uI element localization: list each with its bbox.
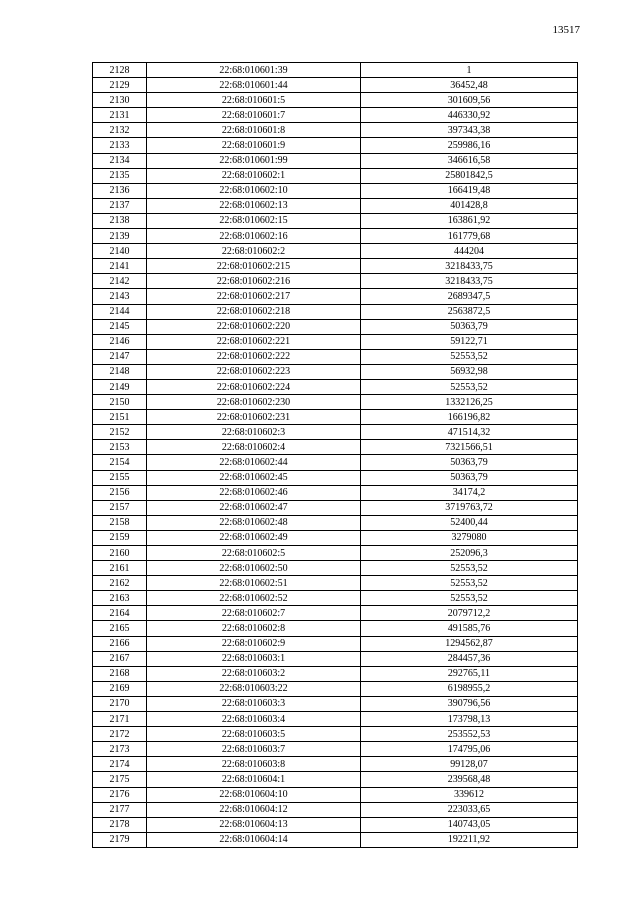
- table-row: [93, 213, 578, 228]
- cadastral-number-cell: 22:68:010602:231: [147, 410, 361, 425]
- row-number-cell: 2146: [93, 334, 147, 349]
- value-cell: 1: [361, 63, 578, 78]
- cadastral-number-cell: 22:68:010602:10: [147, 183, 361, 198]
- table-row: [93, 712, 578, 727]
- table-row: [93, 108, 578, 123]
- table-row: [93, 123, 578, 138]
- row-number-cell: 2163: [93, 591, 147, 606]
- table-row: [93, 606, 578, 621]
- table-row: [93, 244, 578, 259]
- value-cell: 163861,92: [361, 213, 578, 228]
- value-cell: 2563872,5: [361, 304, 578, 319]
- cadastral-number-cell: 22:68:010602:5: [147, 546, 361, 561]
- cadastral-number-cell: 22:68:010603:2: [147, 666, 361, 681]
- value-cell: 34174,2: [361, 485, 578, 500]
- table-row: [93, 274, 578, 289]
- cadastral-value-table: [92, 62, 578, 848]
- table-row: [93, 576, 578, 591]
- cadastral-number-cell: 22:68:010604:12: [147, 802, 361, 817]
- table-body: [93, 63, 578, 848]
- table-row: [93, 138, 578, 153]
- row-number-cell: 2150: [93, 395, 147, 410]
- table-row: [93, 515, 578, 530]
- value-cell: 491585,76: [361, 621, 578, 636]
- table-row: [93, 772, 578, 787]
- value-cell: 192211,92: [361, 832, 578, 847]
- table-row: [93, 334, 578, 349]
- row-number-cell: 2172: [93, 727, 147, 742]
- value-cell: 166419,48: [361, 183, 578, 198]
- table-row: [93, 455, 578, 470]
- table-row: [93, 153, 578, 168]
- table-row: [93, 832, 578, 847]
- table-row: [93, 530, 578, 545]
- cadastral-number-cell: 22:68:010602:2: [147, 244, 361, 259]
- table-row: [93, 636, 578, 651]
- row-number-cell: 2148: [93, 364, 147, 379]
- row-number-cell: 2154: [93, 455, 147, 470]
- value-cell: 50363,79: [361, 470, 578, 485]
- value-cell: 59122,71: [361, 334, 578, 349]
- cadastral-number-cell: 22:68:010602:15: [147, 213, 361, 228]
- row-number-cell: 2151: [93, 410, 147, 425]
- table-row: [93, 78, 578, 93]
- cadastral-number-cell: 22:68:010602:216: [147, 274, 361, 289]
- row-number-cell: 2159: [93, 530, 147, 545]
- cadastral-number-cell: 22:68:010602:1: [147, 168, 361, 183]
- cadastral-number-cell: 22:68:010602:220: [147, 319, 361, 334]
- cadastral-number-cell: 22:68:010601:7: [147, 108, 361, 123]
- cadastral-number-cell: 22:68:010602:48: [147, 515, 361, 530]
- table-row: [93, 440, 578, 455]
- cadastral-number-cell: 22:68:010604:13: [147, 817, 361, 832]
- value-cell: 339612: [361, 787, 578, 802]
- value-cell: 239568,48: [361, 772, 578, 787]
- row-number-cell: 2178: [93, 817, 147, 832]
- cadastral-number-cell: 22:68:010603:3: [147, 696, 361, 711]
- cadastral-number-cell: 22:68:010604:10: [147, 787, 361, 802]
- value-cell: 3279080: [361, 530, 578, 545]
- cadastral-number-cell: 22:68:010602:8: [147, 621, 361, 636]
- row-number-cell: 2177: [93, 802, 147, 817]
- cadastral-number-cell: 22:68:010602:217: [147, 289, 361, 304]
- row-number-cell: 2174: [93, 757, 147, 772]
- cadastral-number-cell: 22:68:010602:221: [147, 334, 361, 349]
- value-cell: 3218433,75: [361, 259, 578, 274]
- table-row: [93, 379, 578, 394]
- row-number-cell: 2139: [93, 229, 147, 244]
- value-cell: 3218433,75: [361, 274, 578, 289]
- cadastral-number-cell: 22:68:010603:4: [147, 712, 361, 727]
- value-cell: 166196,82: [361, 410, 578, 425]
- row-number-cell: 2164: [93, 606, 147, 621]
- table-row: [93, 229, 578, 244]
- row-number-cell: 2173: [93, 742, 147, 757]
- value-cell: 1294562,87: [361, 636, 578, 651]
- cadastral-number-cell: 22:68:010602:50: [147, 561, 361, 576]
- cadastral-number-cell: 22:68:010602:9: [147, 636, 361, 651]
- table-row: [93, 259, 578, 274]
- row-number-cell: 2136: [93, 183, 147, 198]
- table-row: [93, 727, 578, 742]
- row-number-cell: 2168: [93, 666, 147, 681]
- cadastral-number-cell: 22:68:010602:47: [147, 500, 361, 515]
- cadastral-number-cell: 22:68:010602:230: [147, 395, 361, 410]
- row-number-cell: 2138: [93, 213, 147, 228]
- table-row: [93, 425, 578, 440]
- row-number-cell: 2141: [93, 259, 147, 274]
- row-number-cell: 2144: [93, 304, 147, 319]
- row-number-cell: 2156: [93, 485, 147, 500]
- cadastral-number-cell: 22:68:010601:39: [147, 63, 361, 78]
- table-row: [93, 319, 578, 334]
- row-number-cell: 2169: [93, 681, 147, 696]
- value-cell: 52553,52: [361, 591, 578, 606]
- value-cell: 390796,56: [361, 696, 578, 711]
- table-row: [93, 63, 578, 78]
- row-number-cell: 2133: [93, 138, 147, 153]
- value-cell: 284457,36: [361, 651, 578, 666]
- table-row: [93, 681, 578, 696]
- value-cell: 446330,92: [361, 108, 578, 123]
- row-number-cell: 2137: [93, 198, 147, 213]
- table-row: [93, 696, 578, 711]
- value-cell: 52553,52: [361, 576, 578, 591]
- cadastral-number-cell: 22:68:010603:22: [147, 681, 361, 696]
- value-cell: 50363,79: [361, 455, 578, 470]
- page-number: 13517: [552, 24, 580, 36]
- value-cell: 173798,13: [361, 712, 578, 727]
- cadastral-number-cell: 22:68:010601:44: [147, 78, 361, 93]
- table-row: [93, 410, 578, 425]
- cadastral-number-cell: 22:68:010602:49: [147, 530, 361, 545]
- cadastral-number-cell: 22:68:010602:16: [147, 229, 361, 244]
- row-number-cell: 2152: [93, 425, 147, 440]
- value-cell: 161779,68: [361, 229, 578, 244]
- cadastral-number-cell: 22:68:010602:13: [147, 198, 361, 213]
- cadastral-number-cell: 22:68:010602:3: [147, 425, 361, 440]
- table-row: [93, 500, 578, 515]
- value-cell: 253552,53: [361, 727, 578, 742]
- value-cell: 223033,65: [361, 802, 578, 817]
- table-row: [93, 470, 578, 485]
- table-row: [93, 198, 578, 213]
- table-row: [93, 183, 578, 198]
- value-cell: 25801842,5: [361, 168, 578, 183]
- table-row: [93, 666, 578, 681]
- cadastral-number-cell: 22:68:010603:7: [147, 742, 361, 757]
- row-number-cell: 2129: [93, 78, 147, 93]
- value-cell: 471514,32: [361, 425, 578, 440]
- value-cell: 7321566,51: [361, 440, 578, 455]
- table-row: [93, 485, 578, 500]
- cadastral-number-cell: 22:68:010603:1: [147, 651, 361, 666]
- table-row: [93, 395, 578, 410]
- table-row: [93, 787, 578, 802]
- table-row: [93, 168, 578, 183]
- cadastral-number-cell: 22:68:010602:224: [147, 379, 361, 394]
- cadastral-number-cell: 22:68:010602:222: [147, 349, 361, 364]
- value-cell: 99128,07: [361, 757, 578, 772]
- table-row: [93, 621, 578, 636]
- value-cell: 401428,8: [361, 198, 578, 213]
- row-number-cell: 2130: [93, 93, 147, 108]
- value-cell: 444204: [361, 244, 578, 259]
- table-row: [93, 591, 578, 606]
- row-number-cell: 2166: [93, 636, 147, 651]
- cadastral-number-cell: 22:68:010601:9: [147, 138, 361, 153]
- cadastral-number-cell: 22:68:010602:7: [147, 606, 361, 621]
- value-cell: 1332126,25: [361, 395, 578, 410]
- row-number-cell: 2167: [93, 651, 147, 666]
- cadastral-number-cell: 22:68:010602:4: [147, 440, 361, 455]
- row-number-cell: 2134: [93, 153, 147, 168]
- row-number-cell: 2160: [93, 546, 147, 561]
- row-number-cell: 2170: [93, 696, 147, 711]
- value-cell: 252096,3: [361, 546, 578, 561]
- row-number-cell: 2162: [93, 576, 147, 591]
- row-number-cell: 2175: [93, 772, 147, 787]
- cadastral-number-cell: 22:68:010601:5: [147, 93, 361, 108]
- row-number-cell: 2128: [93, 63, 147, 78]
- cadastral-number-cell: 22:68:010602:215: [147, 259, 361, 274]
- cadastral-number-cell: 22:68:010602:45: [147, 470, 361, 485]
- row-number-cell: 2157: [93, 500, 147, 515]
- row-number-cell: 2142: [93, 274, 147, 289]
- row-number-cell: 2149: [93, 379, 147, 394]
- value-cell: 56932,98: [361, 364, 578, 379]
- value-cell: 397343,38: [361, 123, 578, 138]
- table-row: [93, 93, 578, 108]
- table-row: [93, 802, 578, 817]
- row-number-cell: 2143: [93, 289, 147, 304]
- table-row: [93, 561, 578, 576]
- value-cell: 346616,58: [361, 153, 578, 168]
- cadastral-number-cell: 22:68:010601:8: [147, 123, 361, 138]
- row-number-cell: 2155: [93, 470, 147, 485]
- value-cell: 36452,48: [361, 78, 578, 93]
- row-number-cell: 2135: [93, 168, 147, 183]
- value-cell: 3719763,72: [361, 500, 578, 515]
- cadastral-number-cell: 22:68:010602:46: [147, 485, 361, 500]
- cadastral-number-cell: 22:68:010602:44: [147, 455, 361, 470]
- row-number-cell: 2132: [93, 123, 147, 138]
- row-number-cell: 2179: [93, 832, 147, 847]
- table-row: [93, 651, 578, 666]
- row-number-cell: 2153: [93, 440, 147, 455]
- row-number-cell: 2140: [93, 244, 147, 259]
- row-number-cell: 2147: [93, 349, 147, 364]
- row-number-cell: 2171: [93, 712, 147, 727]
- cadastral-number-cell: 22:68:010602:223: [147, 364, 361, 379]
- value-cell: 174795,06: [361, 742, 578, 757]
- table-row: [93, 289, 578, 304]
- table-row: [93, 364, 578, 379]
- cadastral-number-cell: 22:68:010602:52: [147, 591, 361, 606]
- row-number-cell: 2165: [93, 621, 147, 636]
- value-cell: 2079712,2: [361, 606, 578, 621]
- table-row: [93, 742, 578, 757]
- cadastral-number-cell: 22:68:010601:99: [147, 153, 361, 168]
- value-cell: 2689347,5: [361, 289, 578, 304]
- value-cell: 52553,52: [361, 561, 578, 576]
- cadastral-number-cell: 22:68:010604:1: [147, 772, 361, 787]
- cadastral-number-cell: 22:68:010604:14: [147, 832, 361, 847]
- value-cell: 52553,52: [361, 349, 578, 364]
- value-cell: 301609,56: [361, 93, 578, 108]
- value-cell: 292765,11: [361, 666, 578, 681]
- row-number-cell: 2145: [93, 319, 147, 334]
- cadastral-number-cell: 22:68:010602:51: [147, 576, 361, 591]
- table-row: [93, 349, 578, 364]
- value-cell: 52400,44: [361, 515, 578, 530]
- cadastral-number-cell: 22:68:010603:5: [147, 727, 361, 742]
- value-cell: 52553,52: [361, 379, 578, 394]
- table-row: [93, 817, 578, 832]
- value-cell: 6198955,2: [361, 681, 578, 696]
- table-row: [93, 304, 578, 319]
- table-row: [93, 757, 578, 772]
- cadastral-number-cell: 22:68:010603:8: [147, 757, 361, 772]
- value-cell: 140743,05: [361, 817, 578, 832]
- row-number-cell: 2131: [93, 108, 147, 123]
- value-cell: 50363,79: [361, 319, 578, 334]
- row-number-cell: 2161: [93, 561, 147, 576]
- table-row: [93, 546, 578, 561]
- value-cell: 259986,16: [361, 138, 578, 153]
- row-number-cell: 2176: [93, 787, 147, 802]
- cadastral-number-cell: 22:68:010602:218: [147, 304, 361, 319]
- row-number-cell: 2158: [93, 515, 147, 530]
